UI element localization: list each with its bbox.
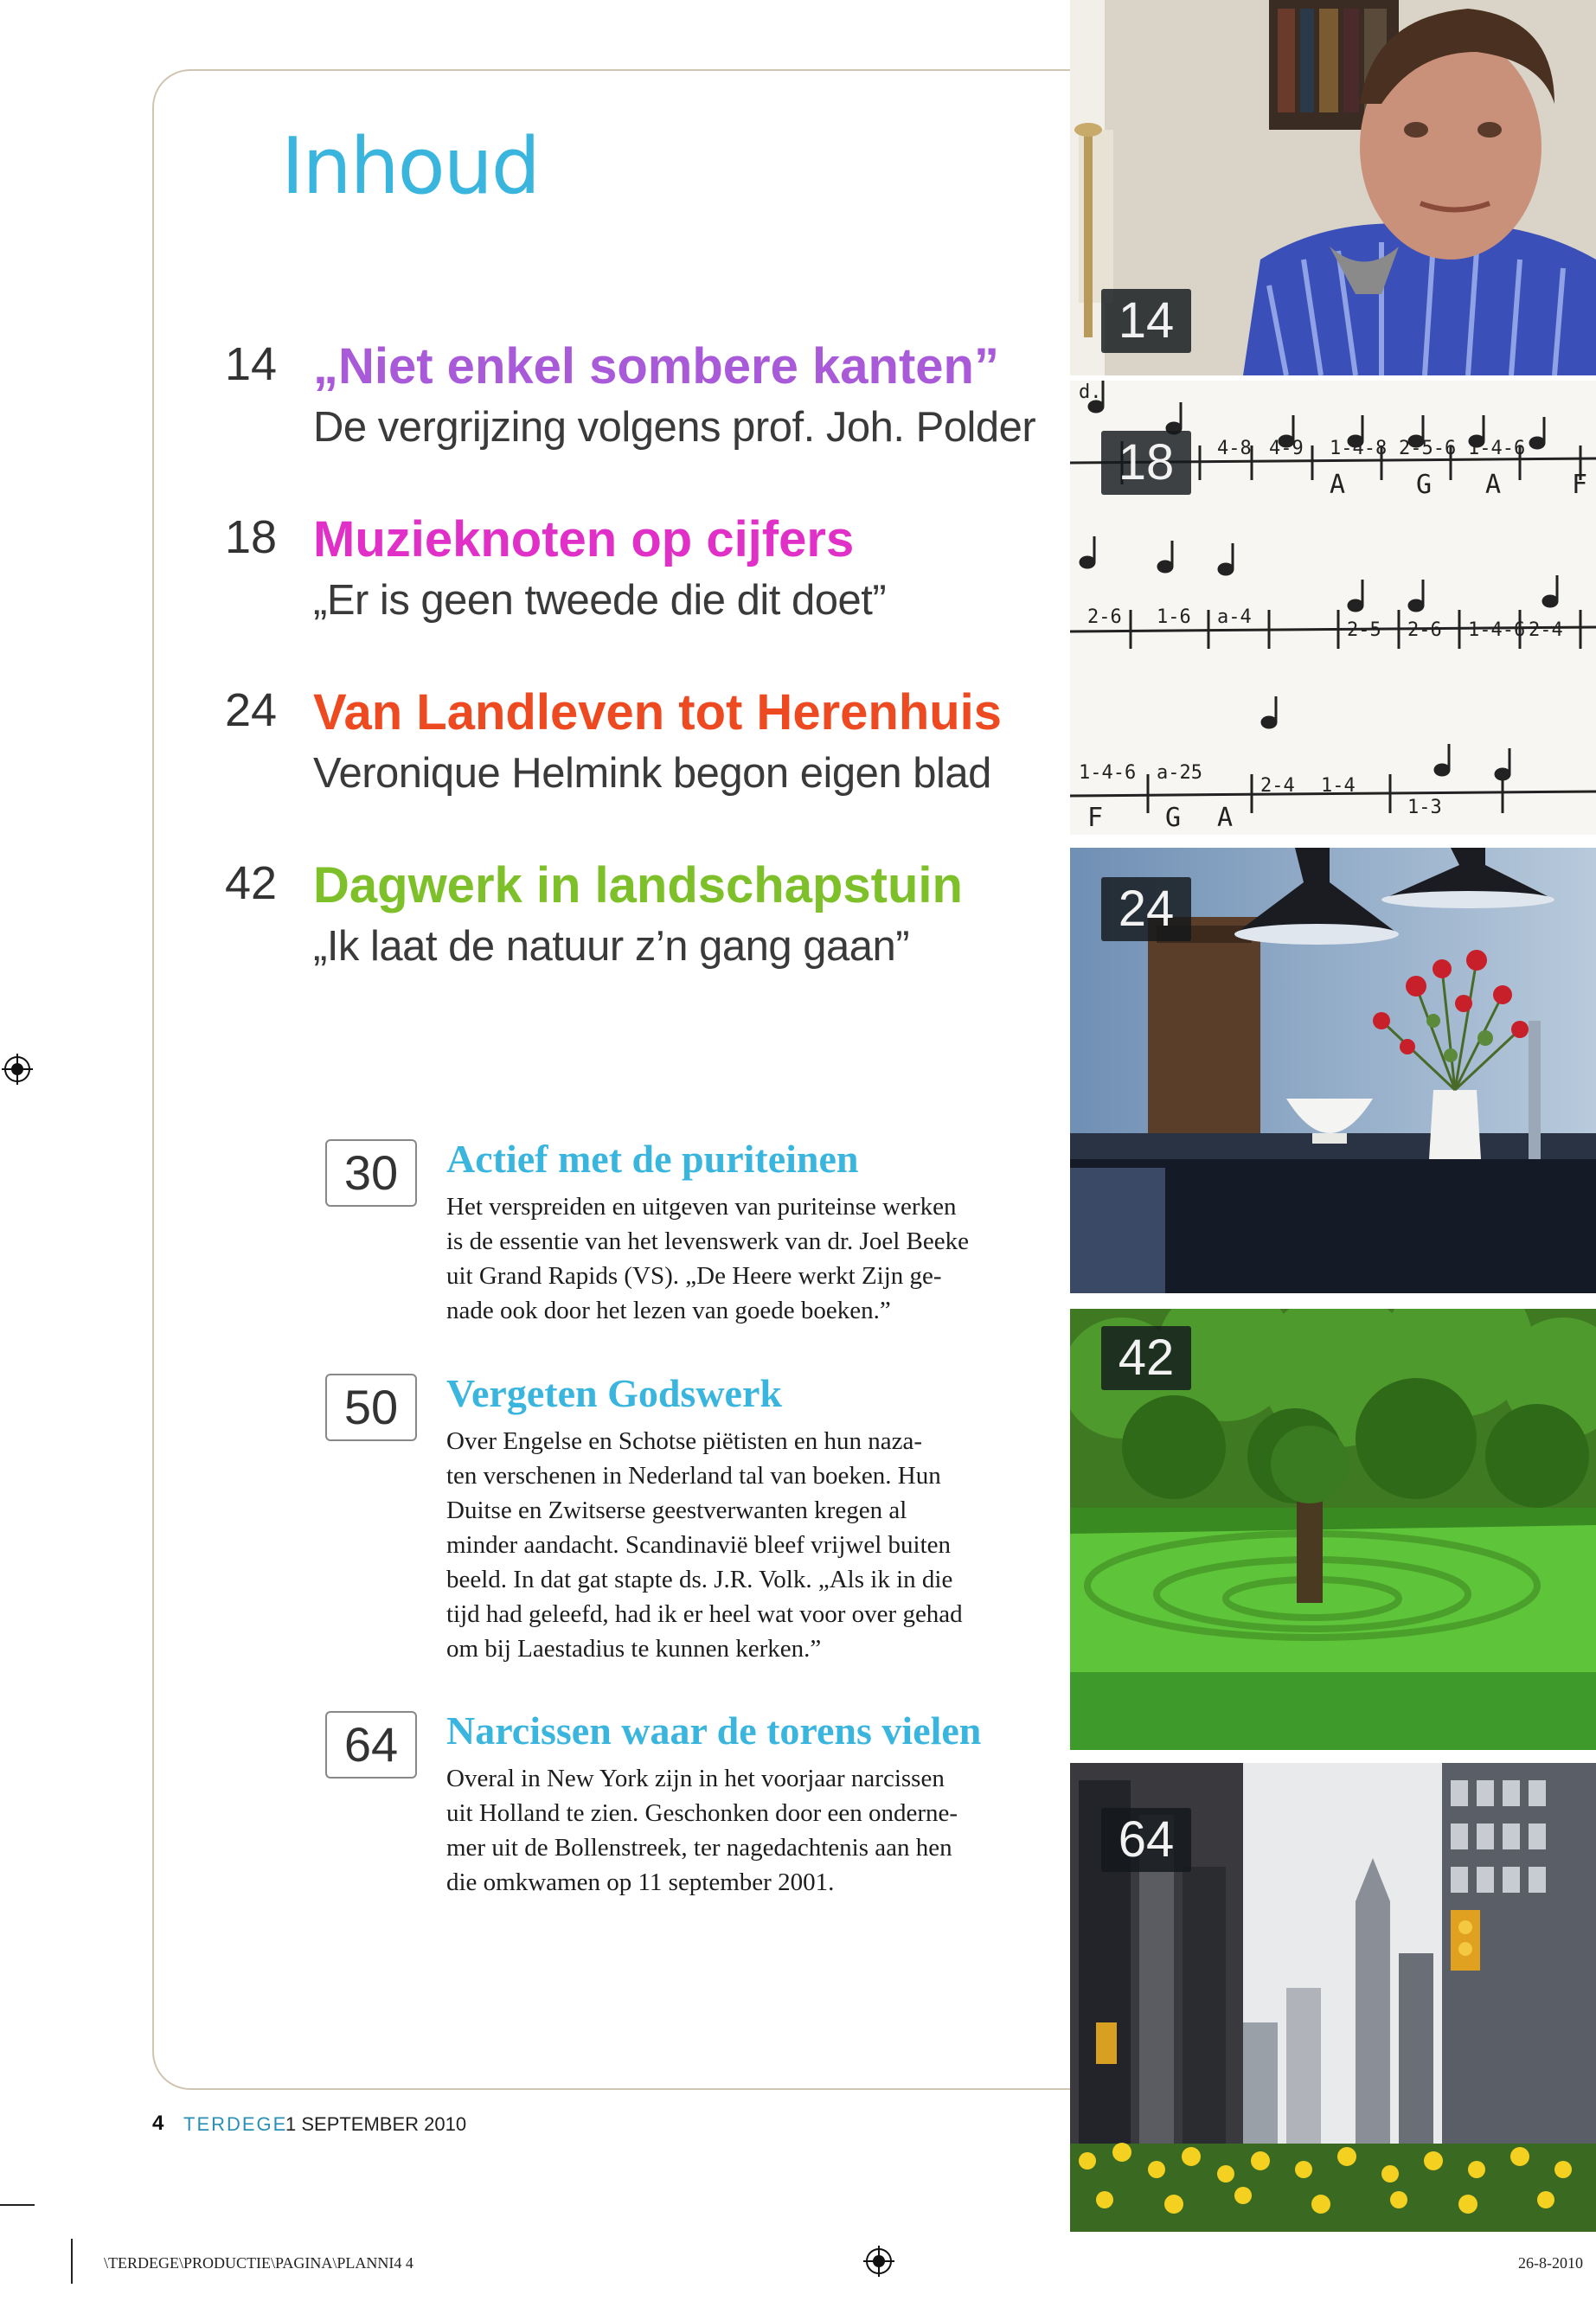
- page-title: Inhoud: [281, 121, 539, 212]
- garden-photo[interactable]: [1070, 1309, 1596, 1750]
- music-label: 2-6: [1407, 619, 1442, 641]
- music-label: A: [1330, 470, 1346, 500]
- music-label: 1-3: [1407, 797, 1442, 818]
- article-line: tijd had geleefd, had ik er heel wat voor over gehad: [446, 1600, 963, 1628]
- photo-page-badge: 24: [1101, 877, 1191, 941]
- footer-date: 1 SEPTEMBER 2010: [285, 2113, 467, 2135]
- article-line: die omkwamen op 11 september 2001.: [446, 1868, 835, 1896]
- article-page-number: 30: [325, 1139, 417, 1207]
- article-line: Het verspreiden en uitgeven van puriteinse werken: [446, 1193, 957, 1221]
- music-label: A: [1217, 803, 1234, 833]
- article-line: om bij Laestadius te kunnen kerken.”: [446, 1635, 822, 1663]
- feature-subtitle: Veronique Helmink begon eigen blad: [313, 750, 991, 797]
- feature-title[interactable]: Muzieknoten op cijfers: [313, 511, 855, 567]
- article-line: uit Grand Rapids (VS). „De Heere werkt Zijn ge-: [446, 1262, 942, 1290]
- music-label: 2-4: [1529, 619, 1563, 641]
- photo-page-badge: 64: [1101, 1808, 1191, 1872]
- music-label: 2-4: [1260, 775, 1295, 797]
- feature-title[interactable]: Van Landleven tot Herenhuis: [313, 684, 1003, 740]
- new-york-photo[interactable]: [1070, 1763, 1596, 2232]
- photo-page-badge: 14: [1101, 289, 1191, 353]
- article-line: minder aandacht. Scandinavië bleef vrijwel buiten: [446, 1531, 952, 1559]
- article-page-number: 50: [325, 1374, 417, 1441]
- music-label: A: [1485, 470, 1502, 500]
- music-label: 1-4-6: [1468, 438, 1526, 459]
- music-label: 1-4-8: [1330, 438, 1388, 459]
- footer-page-number: 4: [152, 2112, 164, 2135]
- article-title[interactable]: Narcissen waar de torens vielen: [446, 1708, 982, 1753]
- photo-page-badge: 18: [1101, 431, 1191, 495]
- music-label: G: [1416, 470, 1433, 500]
- feature-subtitle: De vergrijzing volgens prof. Joh. Polder: [313, 404, 1036, 451]
- music-label: d.: [1079, 381, 1102, 403]
- feature-title[interactable]: Dagwerk in landschapstuin: [313, 857, 963, 913]
- music-label: 1-6: [1157, 606, 1191, 628]
- feature-page-number: 18: [225, 511, 278, 563]
- kitchen-photo[interactable]: [1070, 848, 1596, 1293]
- music-label: 1-4-6: [1079, 762, 1137, 784]
- article-line: nade ook door het lezen van goede boeken.”: [446, 1297, 891, 1324]
- music-label: 4-9: [1269, 438, 1304, 459]
- slug-date: 26-8-2010: [1518, 2254, 1583, 2272]
- crop-mark: [71, 2239, 73, 2284]
- portrait-photo[interactable]: [1070, 0, 1596, 375]
- music-label: G: [1165, 803, 1182, 833]
- article-summary: [446, 1424, 1035, 1666]
- article-line: uit Holland te zien. Geschonken door een onderne-: [446, 1799, 958, 1827]
- photo-strip: [1070, 0, 1596, 2232]
- article-line: beeld. In dat gat stapte ds. J.R. Volk. „Als ik in die: [446, 1566, 953, 1593]
- feature-page-number: 24: [225, 684, 278, 736]
- sheet-music-photo[interactable]: [1070, 381, 1596, 835]
- music-label: 2-6: [1087, 606, 1122, 628]
- registration-mark-icon: [863, 2246, 894, 2277]
- music-label: 1-4-6: [1468, 619, 1526, 641]
- article-line: Overal in New York zijn in het voorjaar narcissen: [446, 1765, 945, 1792]
- music-label: F: [1087, 803, 1104, 833]
- article-line: ten verschenen in Nederland tal van boeken. Hun: [446, 1462, 941, 1490]
- music-label: a-25: [1157, 762, 1202, 784]
- footer-magazine: TERDEGE: [183, 2113, 288, 2135]
- feature-page-number: 14: [225, 338, 278, 390]
- music-label: 1-4: [1321, 775, 1356, 797]
- article-summary: [446, 1761, 1035, 1900]
- feature-subtitle: „Er is geen tweede die dit doet”: [313, 577, 887, 624]
- article-title[interactable]: Vergeten Godswerk: [446, 1371, 782, 1415]
- article-line: Duitse en Zwitserse geestverwanten kregen al: [446, 1497, 907, 1524]
- photo-page-badge: 42: [1101, 1326, 1191, 1390]
- slug-path: \TERDEGE\PRODUCTIE\PAGINA\PLANNI4 4: [104, 2254, 413, 2272]
- music-label: F: [1572, 470, 1588, 500]
- crop-mark: [0, 2204, 35, 2206]
- music-label: 2-5-6: [1399, 438, 1457, 459]
- article-summary: [446, 1189, 1035, 1328]
- feature-title[interactable]: „Niet enkel sombere kanten”: [313, 338, 999, 394]
- article-line: Over Engelse en Schotse piëtisten en hun naza-: [446, 1427, 923, 1455]
- registration-mark-icon: [2, 1054, 33, 1085]
- music-label: 4-8: [1217, 438, 1252, 459]
- article-line: is de essentie van het levenswerk van dr. Joel Beeke: [446, 1227, 969, 1255]
- article-line: mer uit de Bollenstreek, ter nagedachtenis aan hen: [446, 1834, 952, 1862]
- article-title[interactable]: Actief met de puriteinen: [446, 1137, 859, 1181]
- music-label: a-4: [1217, 606, 1252, 628]
- feature-page-number: 42: [225, 857, 278, 909]
- feature-subtitle: „Ik laat de natuur z’n gang gaan”: [313, 923, 910, 970]
- music-label: 2-5: [1347, 619, 1381, 641]
- article-page-number: 64: [325, 1711, 417, 1779]
